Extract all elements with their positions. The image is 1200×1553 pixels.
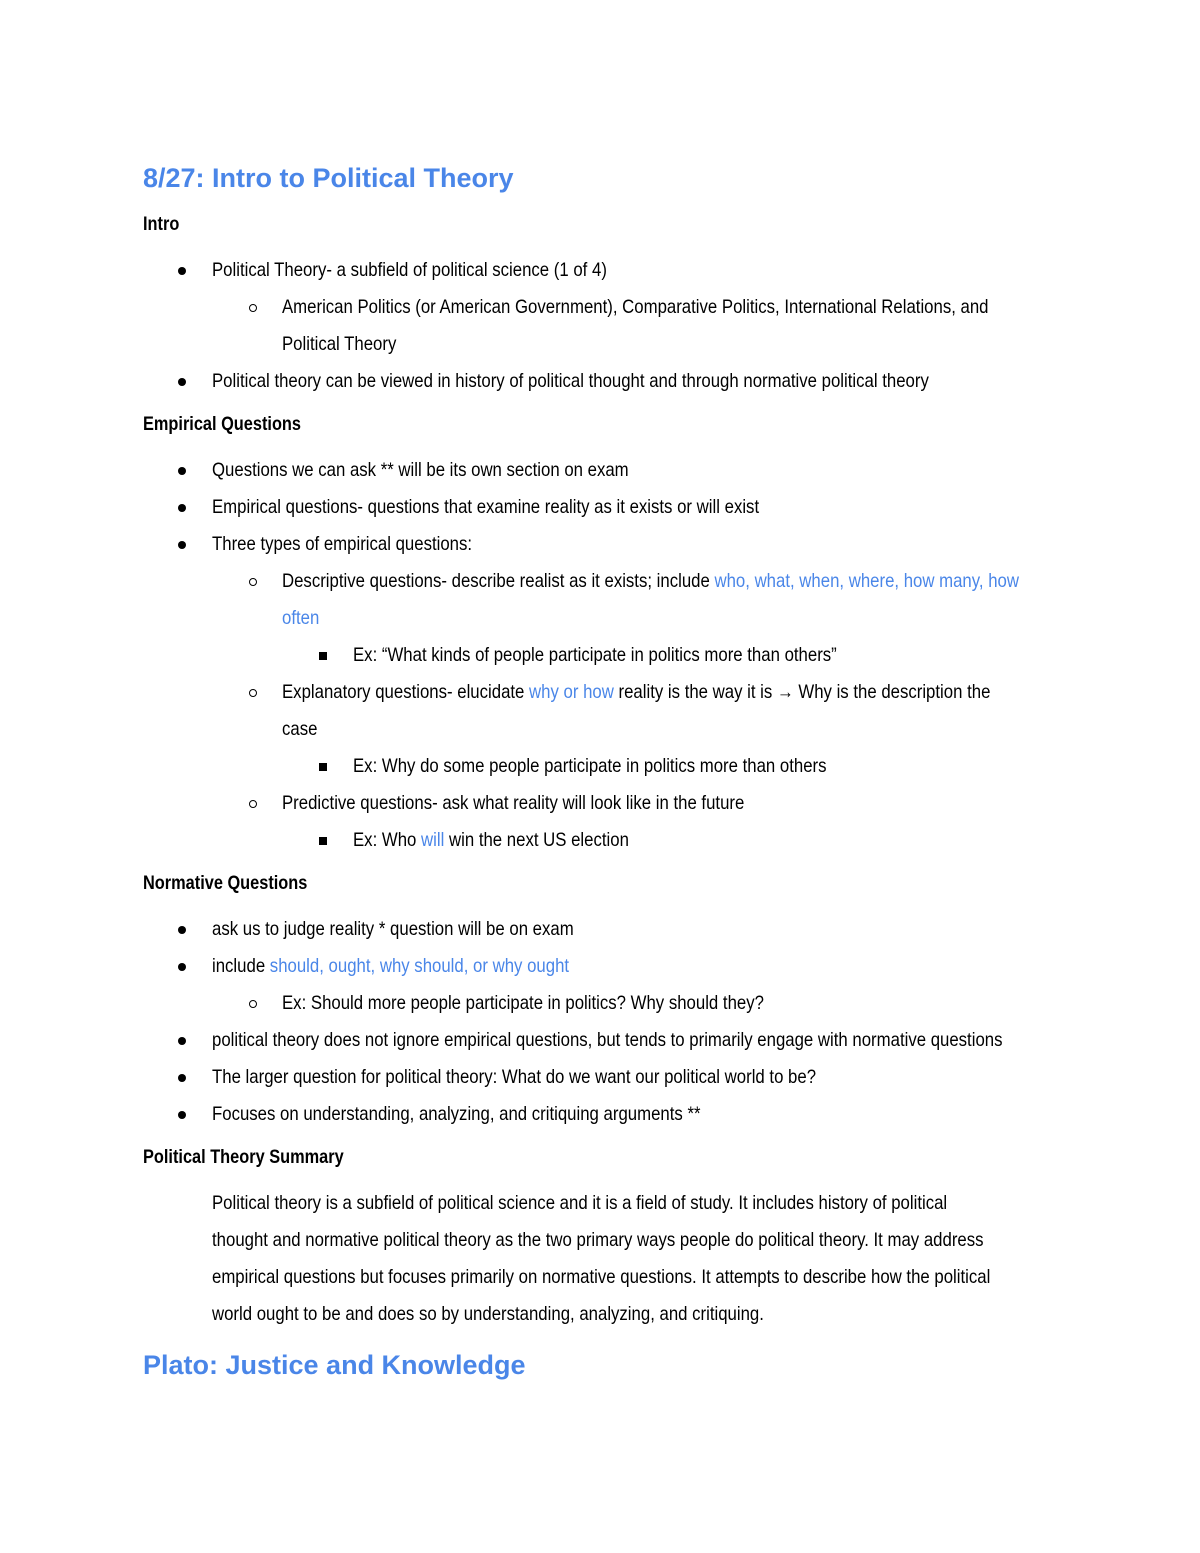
- bullet-square-icon: [313, 822, 333, 859]
- list-item-descriptive: Descriptive questions- describe realist as it exists; include who, what, when, where, how many, how: [143, 563, 1063, 600]
- bullet-ring-icon: [243, 563, 263, 600]
- bullet-dot-icon: [172, 1059, 192, 1096]
- list-item: Political Theory- a subfield of political science (1 of 4): [143, 252, 1063, 289]
- bullet-dot-icon: [172, 363, 192, 400]
- heading-political-theory-summary: Political Theory Summary: [143, 1147, 344, 1168]
- bullet-ring-icon: [243, 785, 263, 822]
- list-item-predictive: Predictive questions- ask what reality will look like in the future: [143, 785, 1063, 822]
- highlight-text: often: [282, 607, 320, 629]
- highlight-text: should, ought, why should, or why ought: [269, 955, 570, 977]
- bullet-dot-icon: [172, 452, 192, 489]
- bullet-square-icon: [313, 748, 333, 785]
- list-item: ask us to judge reality * question will be on exam: [143, 911, 1063, 948]
- list-item: Ex: Why do some people participate in politics more than others: [143, 748, 1063, 785]
- list-item-continuation: [143, 600, 1063, 637]
- list-item-continuation: case: [282, 718, 318, 740]
- summary-paragraph: Political theory is a subfield of political science and it is a field of study. It includes history of political thought and normative political theory as the two primary ways people do political theory. It may address empirical questions but focuses primarily on normative questions. It attempts to describe how the political world ought to be and does so by understanding, analyzing, and critiquing.: [212, 1192, 991, 1325]
- heading-intro: Intro: [143, 214, 180, 235]
- highlight-text: who, what, when, where, how many, how: [714, 570, 1019, 592]
- list-item: American Politics (or American Government), Comparative Politics, International Relations, and: [143, 289, 1063, 326]
- list-item: Empirical questions- questions that examine reality as it exists or will exist: [143, 489, 1063, 526]
- highlight-text: will: [421, 829, 445, 851]
- list-item: Ex: Who will win the next US election: [143, 822, 1063, 859]
- bullet-ring-icon: [243, 985, 263, 1022]
- list-item-continuation: Political Theory: [282, 333, 397, 355]
- bullet-square-icon: [313, 637, 333, 674]
- list-item: include should, ought, why should, or why ought: [143, 948, 1063, 985]
- list-item: Questions we can ask ** will be its own section on exam: [143, 452, 1063, 489]
- list-item: Political theory can be viewed in history of political thought and through normative political theory: [143, 363, 1063, 400]
- list-item: Three types of empirical questions:: [143, 526, 1063, 563]
- bullet-dot-icon: [172, 1096, 192, 1133]
- bullet-ring-icon: [243, 674, 263, 711]
- heading-normative-questions: Normative Questions: [143, 873, 308, 894]
- list-item-explanatory: Explanatory questions- elucidate why or how reality is the way it is → Why is the description the: [143, 674, 1063, 711]
- bullet-ring-icon: [243, 289, 263, 326]
- list-item: political theory does not ignore empirical questions, but tends to primarily engage with normative questions: [143, 1022, 1063, 1059]
- section-title-plato: Plato: Justice and Knowledge: [143, 1350, 526, 1380]
- heading-empirical-questions: Empirical Questions: [143, 414, 302, 435]
- list-item: The larger question for political theory: What do we want our political world to be?: [143, 1059, 1063, 1096]
- bullet-dot-icon: [172, 252, 192, 289]
- list-item: Focuses on understanding, analyzing, and critiquing arguments **: [143, 1096, 1063, 1133]
- section-title-intro-political-theory: 8/27: Intro to Political Theory: [143, 163, 514, 193]
- document-body: [143, 160, 1063, 1383]
- bullet-dot-icon: [172, 1022, 192, 1059]
- bullet-dot-icon: [172, 526, 192, 563]
- list-item: Ex: “What kinds of people participate in politics more than others”: [143, 637, 1063, 674]
- list-item: Ex: Should more people participate in politics? Why should they?: [143, 985, 1063, 1022]
- bullet-dot-icon: [172, 948, 192, 985]
- bullet-dot-icon: [172, 489, 192, 526]
- bullet-dot-icon: [172, 911, 192, 948]
- highlight-text: why or how: [529, 681, 614, 703]
